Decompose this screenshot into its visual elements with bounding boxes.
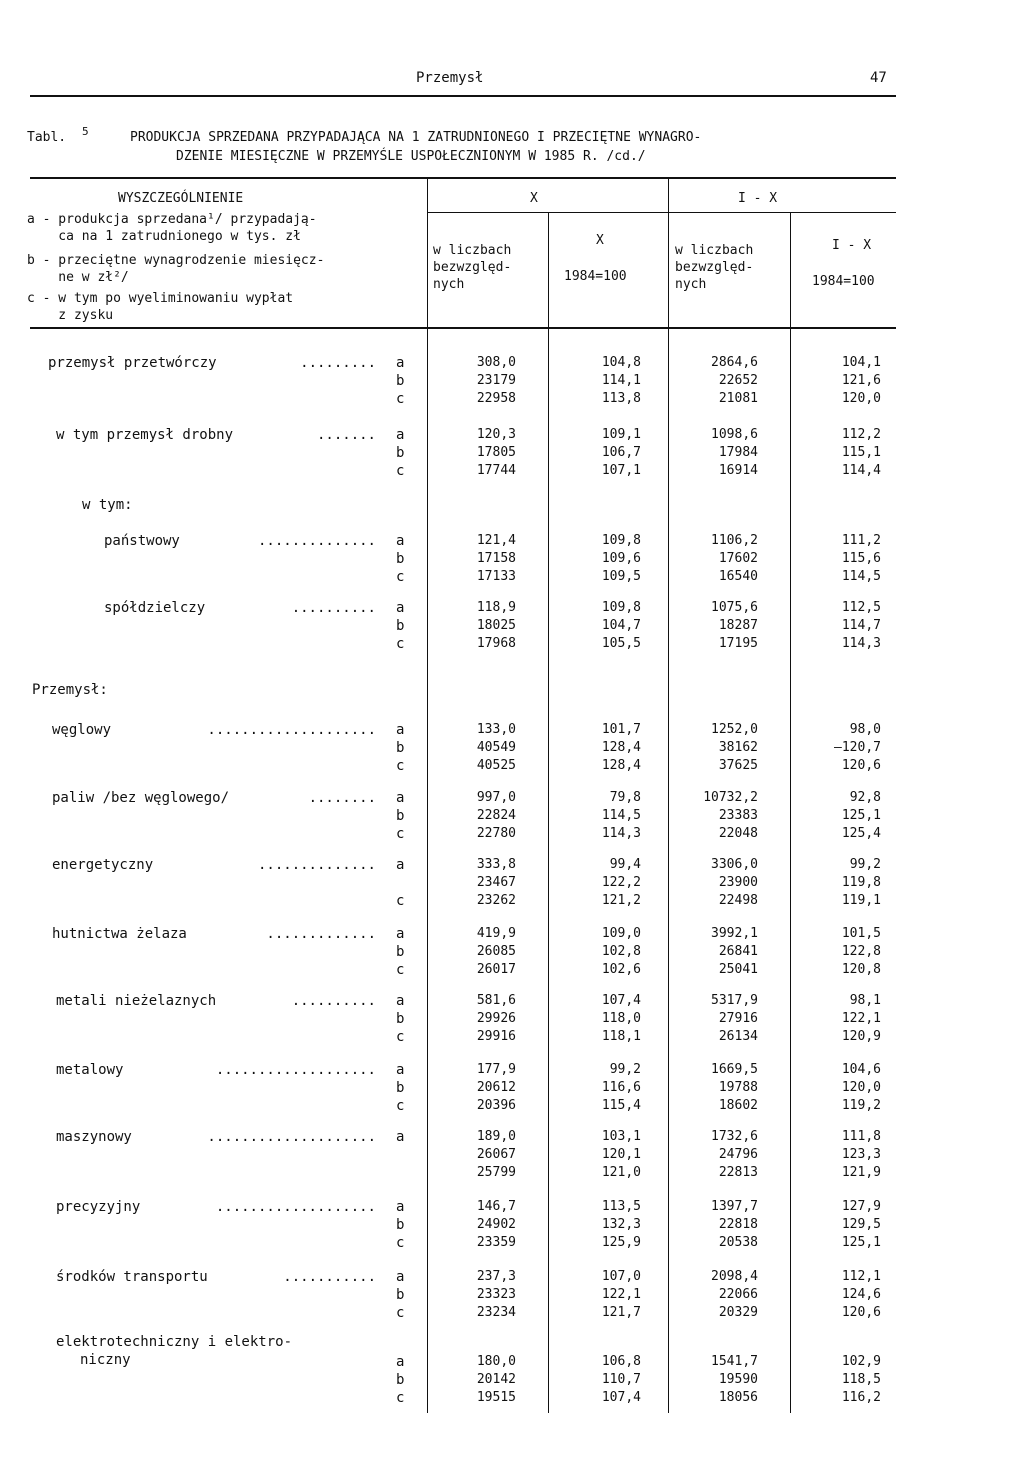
cell-value: 115,4 <box>601 1098 641 1113</box>
cell-value: 25799 <box>476 1165 516 1180</box>
cell-value: 16540 <box>718 569 758 584</box>
cell-value: 146,7 <box>476 1199 516 1214</box>
abs-header-1: w liczbach <box>433 243 512 258</box>
row-letter: c <box>396 1390 405 1406</box>
cell-value: 24796 <box>718 1147 758 1162</box>
cell-value: 111,2 <box>841 533 881 548</box>
cell-value: 115,1 <box>841 445 881 460</box>
cell-value: 114,5 <box>841 569 881 584</box>
row-label: w tym przemysł drobny <box>56 427 234 443</box>
row-letter: a <box>396 1354 405 1370</box>
cell-value: 3306,0 <box>711 857 758 872</box>
row-letter: b <box>396 445 405 461</box>
row-label: węglowy <box>52 722 112 738</box>
cell-value: 106,7 <box>601 445 641 460</box>
row-letter: a <box>396 355 405 371</box>
leader-dots: ................... <box>215 1062 376 1078</box>
row-letter: c <box>396 1305 405 1321</box>
cell-value: 120,9 <box>841 1029 881 1044</box>
cell-value: 99,4 <box>609 857 641 872</box>
col-divider-1 <box>427 178 428 1413</box>
row-label: środków transportu <box>56 1269 208 1285</box>
index-header-2-top: I - X <box>832 238 872 253</box>
cell-value: 125,1 <box>841 1235 881 1250</box>
cell-value: 122,1 <box>601 1287 641 1302</box>
cell-value: 1075,6 <box>711 600 758 615</box>
row-label: przemysł przetwórczy <box>48 355 217 371</box>
cell-value: 129,5 <box>841 1217 881 1232</box>
row-label-cont: niczny <box>80 1352 131 1368</box>
cell-value: 22824 <box>476 808 516 823</box>
cell-value: 98,0 <box>849 722 881 737</box>
cell-value: 16914 <box>718 463 758 478</box>
cell-value: 114,4 <box>841 463 881 478</box>
row-letter: a <box>396 857 405 873</box>
cell-value: 40549 <box>476 740 516 755</box>
cell-value: 121,6 <box>841 373 881 388</box>
leader-dots: .......... <box>291 600 376 616</box>
leader-dots: .................... <box>207 722 376 738</box>
cell-value: 2864,6 <box>711 355 758 370</box>
cell-value: 112,5 <box>841 600 881 615</box>
leader-dots: ......... <box>300 355 376 371</box>
cell-value: 125,1 <box>841 808 881 823</box>
cell-value: 24902 <box>476 1217 516 1232</box>
cell-value: 114,1 <box>601 373 641 388</box>
cell-value: 581,6 <box>476 993 516 1008</box>
cell-value: 121,2 <box>601 893 641 908</box>
cell-value: 118,0 <box>601 1011 641 1026</box>
cell-value: 125,4 <box>841 826 881 841</box>
group-header-rule <box>427 212 896 213</box>
cell-value: 133,0 <box>476 722 516 737</box>
row-letter: b <box>396 1217 405 1233</box>
cell-value: 106,8 <box>601 1354 641 1369</box>
cell-value: 18287 <box>718 618 758 633</box>
stub-line: b - przeciętne wynagrodzenie miesięcz- <box>27 253 325 268</box>
cell-value: 118,1 <box>601 1029 641 1044</box>
row-letter: c <box>396 1029 405 1045</box>
cell-value: 110,7 <box>601 1372 641 1387</box>
row-letter: a <box>396 1129 405 1145</box>
cell-value: 3992,1 <box>711 926 758 941</box>
row-label: precyzyjny <box>56 1199 141 1215</box>
cell-value: 122,8 <box>841 944 881 959</box>
cell-value: 101,5 <box>841 926 881 941</box>
cell-value: 1106,2 <box>711 533 758 548</box>
abs-header-1: bezwzględ- <box>433 260 512 275</box>
cell-value: 37625 <box>718 758 758 773</box>
stub-line: ne w zł²/ <box>27 270 129 285</box>
cell-value: 5317,9 <box>711 993 758 1008</box>
cell-value: 1541,7 <box>711 1354 758 1369</box>
cell-value: 1098,6 <box>711 427 758 442</box>
cell-value: 104,6 <box>841 1062 881 1077</box>
cell-value: 118,9 <box>476 600 516 615</box>
cell-value: 20329 <box>718 1305 758 1320</box>
row-letter: a <box>396 533 405 549</box>
cell-value: 1669,5 <box>711 1062 758 1077</box>
cell-value: 114,3 <box>841 636 881 651</box>
cell-value: 104,7 <box>601 618 641 633</box>
cell-value: 22780 <box>476 826 516 841</box>
cell-value: 103,1 <box>601 1129 641 1144</box>
stub-line: z zysku <box>27 308 114 323</box>
cell-value: 125,9 <box>601 1235 641 1250</box>
cell-value: 1397,7 <box>711 1199 758 1214</box>
cell-value: 114,7 <box>841 618 881 633</box>
row-letter: a <box>396 600 405 616</box>
cell-value: 98,1 <box>849 993 881 1008</box>
row-letter: b <box>396 740 405 756</box>
cell-value: 115,6 <box>841 551 881 566</box>
cell-value: 124,6 <box>841 1287 881 1302</box>
row-letter: b <box>396 944 405 960</box>
index-header-1-top: X <box>596 233 604 248</box>
row-letter: a <box>396 1269 405 1285</box>
leader-dots: .............. <box>257 857 376 873</box>
cell-value: 104,1 <box>841 355 881 370</box>
cell-value: 26085 <box>476 944 516 959</box>
cell-value: 17602 <box>718 551 758 566</box>
cell-value: 180,0 <box>476 1354 516 1369</box>
leader-dots: ........ <box>308 790 376 806</box>
cell-value: 23234 <box>476 1305 516 1320</box>
cell-value: 107,0 <box>601 1269 641 1284</box>
cell-value: 40525 <box>476 758 516 773</box>
cell-value: 25041 <box>718 962 758 977</box>
abs-header-2: w liczbach <box>675 243 754 258</box>
row-letter: b <box>396 373 405 389</box>
header-bottom-rule <box>30 327 896 329</box>
leader-dots: .......... <box>291 993 376 1009</box>
cell-value: 17805 <box>476 445 516 460</box>
cell-value: 99,2 <box>609 1062 641 1077</box>
cell-value: 23467 <box>476 875 516 890</box>
cell-value: 121,7 <box>601 1305 641 1320</box>
cell-value: 79,8 <box>609 790 641 805</box>
sublabel-przemysl: Przemysł: <box>32 682 108 698</box>
col-divider-2 <box>548 213 549 1413</box>
cell-value: 121,9 <box>841 1165 881 1180</box>
row-letter: a <box>396 722 405 738</box>
cell-value: 177,9 <box>476 1062 516 1077</box>
row-label: spółdzielczy <box>104 600 206 616</box>
cell-value: 19515 <box>476 1390 516 1405</box>
index-header-2-base: 1984=100 <box>812 274 875 289</box>
cell-value: 22958 <box>476 391 516 406</box>
cell-value: 122,2 <box>601 875 641 890</box>
stub-title: WYSZCZEGÓLNIENIE <box>118 191 244 206</box>
row-label: elektrotechniczny i elektro- <box>56 1334 293 1350</box>
cell-value: 17984 <box>718 445 758 460</box>
row-letter: a <box>396 993 405 1009</box>
cell-value: 101,7 <box>601 722 641 737</box>
cell-value: 333,8 <box>476 857 516 872</box>
cell-value: 132,3 <box>601 1217 641 1232</box>
cell-value: 308,0 <box>476 355 516 370</box>
row-letter: b <box>396 618 405 634</box>
running-header-section: Przemysł <box>416 70 484 86</box>
group2-header: I - X <box>738 191 778 206</box>
row-letter: c <box>396 893 405 909</box>
cell-value: 20612 <box>476 1080 516 1095</box>
leader-dots: ............. <box>266 926 376 942</box>
cell-value: 109,6 <box>601 551 641 566</box>
cell-value: 10732,2 <box>703 790 758 805</box>
cell-value: 120,3 <box>476 427 516 442</box>
cell-value: 121,0 <box>601 1165 641 1180</box>
cell-value: 189,0 <box>476 1129 516 1144</box>
cell-value: 1732,6 <box>711 1129 758 1144</box>
cell-value: 102,9 <box>841 1354 881 1369</box>
row-letter: b <box>396 1287 405 1303</box>
cell-value: 116,6 <box>601 1080 641 1095</box>
cell-value: 23323 <box>476 1287 516 1302</box>
cell-value: 23262 <box>476 893 516 908</box>
cell-value: 120,0 <box>841 1080 881 1095</box>
row-letter: c <box>396 391 405 407</box>
leader-dots: ....... <box>316 427 376 443</box>
row-letter: c <box>396 636 405 652</box>
cell-value: 26841 <box>718 944 758 959</box>
cell-value: 107,4 <box>601 1390 641 1405</box>
cell-value: 23359 <box>476 1235 516 1250</box>
header-rule <box>30 95 896 97</box>
cell-value: 118,5 <box>841 1372 881 1387</box>
cell-value: 29916 <box>476 1029 516 1044</box>
cell-value: 997,0 <box>476 790 516 805</box>
cell-value: 113,8 <box>601 391 641 406</box>
cell-value: 29926 <box>476 1011 516 1026</box>
index-header-1-base: 1984=100 <box>564 269 627 284</box>
abs-header-2: nych <box>675 277 707 292</box>
leader-dots: ........... <box>283 1269 376 1285</box>
stub-line: ca na 1 zatrudnionego w tys. zł <box>27 229 301 244</box>
sublabel-w-tym: w tym: <box>82 497 133 513</box>
cell-value: 111,8 <box>841 1129 881 1144</box>
cell-value: 120,0 <box>841 391 881 406</box>
row-letter: c <box>396 569 405 585</box>
cell-value: 119,1 <box>841 893 881 908</box>
abs-header-2: bezwzględ- <box>675 260 754 275</box>
row-letter: a <box>396 1199 405 1215</box>
cell-value: 109,5 <box>601 569 641 584</box>
cell-value: 120,6 <box>841 758 881 773</box>
cell-value: 120,8 <box>841 962 881 977</box>
row-letter: c <box>396 1235 405 1251</box>
abs-header-1: nych <box>433 277 465 292</box>
cell-value: —120,7 <box>834 740 881 755</box>
col-divider-4 <box>790 213 791 1413</box>
cell-value: 116,2 <box>841 1390 881 1405</box>
row-label: paliw /bez węglowego/ <box>52 790 230 806</box>
cell-value: 20396 <box>476 1098 516 1113</box>
cell-value: 109,1 <box>601 427 641 442</box>
row-label: państwowy <box>104 533 180 549</box>
cell-value: 119,2 <box>841 1098 881 1113</box>
cell-value: 128,4 <box>601 740 641 755</box>
cell-value: 120,6 <box>841 1305 881 1320</box>
cell-value: 20142 <box>476 1372 516 1387</box>
leader-dots: .................... <box>207 1129 376 1145</box>
cell-value: 18056 <box>718 1390 758 1405</box>
cell-value: 107,4 <box>601 993 641 1008</box>
row-label: hutnictwa żelaza <box>52 926 187 942</box>
cell-value: 23900 <box>718 875 758 890</box>
stub-line: c - w tym po wyeliminowaniu wypłat <box>27 291 294 306</box>
cell-value: 109,0 <box>601 926 641 941</box>
cell-value: 22066 <box>718 1287 758 1302</box>
cell-value: 22818 <box>718 1217 758 1232</box>
row-label: metalowy <box>56 1062 124 1078</box>
row-letter: a <box>396 790 405 806</box>
cell-value: 102,6 <box>601 962 641 977</box>
table-top-rule <box>30 177 896 179</box>
cell-value: 22048 <box>718 826 758 841</box>
cell-value: 18602 <box>718 1098 758 1113</box>
cell-value: 120,1 <box>601 1147 641 1162</box>
cell-value: 419,9 <box>476 926 516 941</box>
row-letter: c <box>396 1098 405 1114</box>
cell-value: 2098,4 <box>711 1269 758 1284</box>
cell-value: 114,5 <box>601 808 641 823</box>
leader-dots: .............. <box>257 533 376 549</box>
cell-value: 26017 <box>476 962 516 977</box>
cell-value: 1252,0 <box>711 722 758 737</box>
cell-value: 112,2 <box>841 427 881 442</box>
row-letter: b <box>396 808 405 824</box>
cell-value: 123,3 <box>841 1147 881 1162</box>
row-letter: a <box>396 427 405 443</box>
cell-value: 122,1 <box>841 1011 881 1026</box>
row-letter: c <box>396 826 405 842</box>
cell-value: 127,9 <box>841 1199 881 1214</box>
cell-value: 19590 <box>718 1372 758 1387</box>
cell-value: 27916 <box>718 1011 758 1026</box>
cell-value: 22498 <box>718 893 758 908</box>
row-label: energetyczny <box>52 857 154 873</box>
cell-value: 22813 <box>718 1165 758 1180</box>
cell-value: 17744 <box>476 463 516 478</box>
row-letter: b <box>396 551 405 567</box>
cell-value: 121,4 <box>476 533 516 548</box>
row-letter: a <box>396 1062 405 1078</box>
cell-value: 112,1 <box>841 1269 881 1284</box>
stub-line: a - produkcja sprzedana¹/ przypadają- <box>27 212 317 227</box>
cell-value: 109,8 <box>601 533 641 548</box>
row-letter: b <box>396 1372 405 1388</box>
cell-value: 105,5 <box>601 636 641 651</box>
table-title-line1: PRODUKCJA SPRZEDANA PRZYPADAJĄCA NA 1 ZATRUDNIONEGO I PRZECIĘTNE WYNAGRO- <box>130 130 702 145</box>
cell-value: 102,8 <box>601 944 641 959</box>
cell-value: 21081 <box>718 391 758 406</box>
cell-value: 17158 <box>476 551 516 566</box>
cell-value: 19788 <box>718 1080 758 1095</box>
row-letter: a <box>396 926 405 942</box>
cell-value: 22652 <box>718 373 758 388</box>
cell-value: 119,8 <box>841 875 881 890</box>
cell-value: 237,3 <box>476 1269 516 1284</box>
cell-value: 109,8 <box>601 600 641 615</box>
cell-value: 17195 <box>718 636 758 651</box>
cell-value: 99,2 <box>849 857 881 872</box>
cell-value: 128,4 <box>601 758 641 773</box>
table-title-line2: DZENIE MIESIĘCZNE W PRZEMYŚLE USPOŁECZNIONYM W 1985 R. /cd./ <box>176 149 646 164</box>
cell-value: 38162 <box>718 740 758 755</box>
cell-value: 104,8 <box>601 355 641 370</box>
cell-value: 113,5 <box>601 1199 641 1214</box>
leader-dots: ................... <box>215 1199 376 1215</box>
cell-value: 26067 <box>476 1147 516 1162</box>
cell-value: 18025 <box>476 618 516 633</box>
cell-value: 20538 <box>718 1235 758 1250</box>
row-letter: b <box>396 1080 405 1096</box>
cell-value: 23383 <box>718 808 758 823</box>
cell-value: 17133 <box>476 569 516 584</box>
cell-value: 92,8 <box>849 790 881 805</box>
row-label: maszynowy <box>56 1129 132 1145</box>
page-number: 47 <box>870 70 887 86</box>
row-letter: b <box>396 1011 405 1027</box>
cell-value: 26134 <box>718 1029 758 1044</box>
table-label: Tabl. <box>27 130 67 145</box>
row-label: metali nieżelaznych <box>56 993 217 1009</box>
col-divider-3 <box>668 178 669 1413</box>
row-letter: c <box>396 962 405 978</box>
cell-value: 114,3 <box>601 826 641 841</box>
group1-header: X <box>530 191 538 206</box>
cell-value: 17968 <box>476 636 516 651</box>
table-number: 5 <box>82 125 89 138</box>
row-letter: c <box>396 758 405 774</box>
row-letter: c <box>396 463 405 479</box>
cell-value: 23179 <box>476 373 516 388</box>
cell-value: 107,1 <box>601 463 641 478</box>
